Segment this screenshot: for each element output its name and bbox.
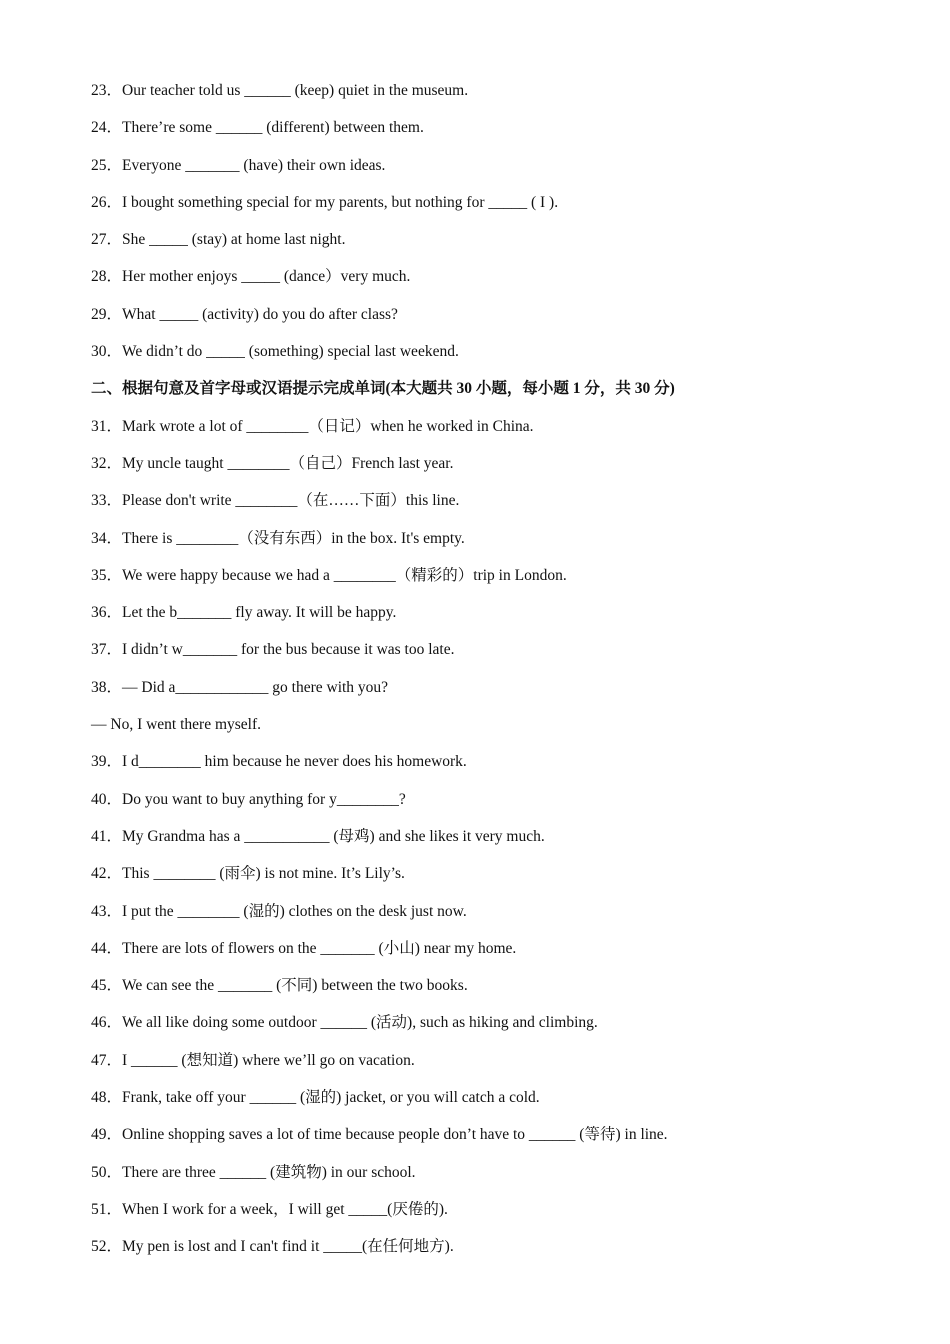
exercise-text: What _____ (activity) do you do after class? <box>122 305 398 323</box>
exercise-number: 32． <box>91 454 123 472</box>
exercise-number: 40． <box>91 790 123 808</box>
exercise-item <box>91 451 911 488</box>
exercise-text: Frank, take off your ______ (湿的) jacket, or you will catch a cold. <box>122 1089 540 1107</box>
exercise-number: 25． <box>91 156 123 174</box>
exercise-text: When I work for a week，I will get _____(厌倦的). <box>122 1200 448 1218</box>
exercise-text: Let the b_______ fly away. It will be happy. <box>122 604 397 622</box>
exercise-number: 33． <box>91 492 123 510</box>
exercise-item <box>91 115 911 152</box>
exercise-number: 42． <box>91 865 123 883</box>
exercise-item <box>91 339 911 376</box>
exercise-text: Everyone _______ (have) their own ideas. <box>122 156 386 174</box>
exercise-text: — Did a____________ go there with you? <box>122 678 389 696</box>
exercise-text: Do you want to buy anything for y________? <box>122 790 406 808</box>
exercise-item <box>91 824 911 861</box>
exercise-item <box>91 302 911 339</box>
exercise-text: There is ________（没有东西）in the box. It's empty. <box>122 529 465 547</box>
exercise-item <box>91 264 911 301</box>
exercise-text: She _____ (stay) at home last night. <box>122 231 346 249</box>
exercise-number: 39． <box>91 753 123 771</box>
exercise-number: 48． <box>91 1089 123 1107</box>
exercise-item <box>91 1160 911 1197</box>
exercise-item <box>91 712 911 749</box>
exercise-number: 35． <box>91 566 123 584</box>
exercise-item <box>91 153 911 190</box>
exercise-text: My uncle taught ________（自己）French last year. <box>122 454 454 472</box>
exercise-item <box>91 1010 911 1047</box>
exercise-text: Online shopping saves a lot of time because people don’t have to ______ (等待) in line. <box>122 1126 668 1144</box>
exercise-text: Our teacher told us ______ (keep) quiet in the museum. <box>122 82 469 99</box>
exercise-text: Her mother enjoys _____ (dance）very much. <box>122 268 411 286</box>
exercise-number: 28． <box>91 268 123 286</box>
exercise-item <box>91 637 911 674</box>
exercise-number: 52． <box>91 1238 123 1256</box>
exercise-item <box>91 899 911 936</box>
section-heading-text: 二、根据句意及首字母或汉语提示完成单词(本大题共 30 小题，每小题 1 分，共 30 分) <box>91 380 675 398</box>
exercise-number: 26． <box>91 193 123 211</box>
exercise-number: 29． <box>91 305 123 323</box>
exercise-text: — No, I went there myself. <box>91 716 262 734</box>
exercise-item <box>91 563 911 600</box>
exercise-number: 23． <box>91 82 123 99</box>
exercise-item <box>91 600 911 637</box>
exercise-text: We all like doing some outdoor ______ (活动), such as hiking and climbing. <box>122 1014 598 1032</box>
exercise-text: There’re some ______ (different) between them. <box>122 119 424 137</box>
exercise-item <box>91 190 911 227</box>
exercise-item <box>91 861 911 898</box>
exercise-text: Please don't write ________（在……下面）this line. <box>122 492 460 510</box>
exercise-number: 34． <box>91 529 123 547</box>
exercise-item <box>91 675 911 712</box>
exercise-text: My Grandma has a ___________ (母鸡) and she likes it very much. <box>122 827 545 845</box>
exercise-number: 45． <box>91 977 123 995</box>
exercise-text: I bought something special for my parents, but nothing for _____ ( I ). <box>122 193 559 211</box>
exercise-text: I put the ________ (湿的) clothes on the desk just now. <box>122 902 467 920</box>
exercise-number: 46． <box>91 1014 123 1032</box>
exercise-item <box>91 78 911 115</box>
exercise-text: My pen is lost and I can't find it _____(在任何地方). <box>122 1238 454 1256</box>
exercise-number: 50． <box>91 1163 123 1181</box>
exercise-item <box>91 1234 911 1271</box>
exercise-number: 24． <box>91 119 123 137</box>
exercise-list <box>91 78 911 1272</box>
exercise-number: 49． <box>91 1126 123 1144</box>
exercise-text: We were happy because we had a ________（精彩的）trip in London. <box>122 566 567 584</box>
exercise-text: Mark wrote a lot of ________（日记）when he worked in China. <box>122 417 534 435</box>
exercise-number: 37． <box>91 641 123 659</box>
exercise-text: There are three ______ (建筑物) in our school. <box>122 1163 416 1181</box>
exercise-item <box>91 227 911 264</box>
exercise-item <box>91 973 911 1010</box>
exercise-item <box>91 749 911 786</box>
exercise-item <box>91 1122 911 1159</box>
exercise-item <box>91 787 911 824</box>
exercise-item <box>91 1085 911 1122</box>
exercise-item <box>91 488 911 525</box>
exercise-item <box>91 526 911 563</box>
exercise-number: 27． <box>91 231 123 249</box>
exercise-number: 51． <box>91 1200 123 1218</box>
exercise-text: I d________ him because he never does his homework. <box>122 753 467 771</box>
exercise-number: 41． <box>91 827 123 845</box>
exercise-text: There are lots of flowers on the _______ (小山) near my home. <box>122 939 517 957</box>
exercise-item <box>91 936 911 973</box>
exercise-number: 31． <box>91 417 123 435</box>
exercise-number: 30． <box>91 343 123 361</box>
exercise-number: 43． <box>91 902 123 920</box>
exercise-number: 36． <box>91 604 123 622</box>
exercise-item <box>91 414 911 451</box>
section-heading <box>91 376 911 413</box>
exercise-text: I didn’t w_______ for the bus because it was too late. <box>122 641 455 659</box>
exercise-text: This ________ (雨伞) is not mine. It’s Lily’s. <box>122 865 405 883</box>
exercise-number: 38． <box>91 678 123 696</box>
exercise-item <box>91 1197 911 1234</box>
exercise-number: 47． <box>91 1051 123 1069</box>
exercise-text: I ______ (想知道) where we’ll go on vacation. <box>122 1051 415 1069</box>
exercise-text: We can see the _______ (不同) between the two books. <box>122 977 468 995</box>
exercise-number: 44． <box>91 939 123 957</box>
exercise-text: We didn’t do _____ (something) special last weekend. <box>122 343 459 361</box>
exercise-item <box>91 1048 911 1085</box>
